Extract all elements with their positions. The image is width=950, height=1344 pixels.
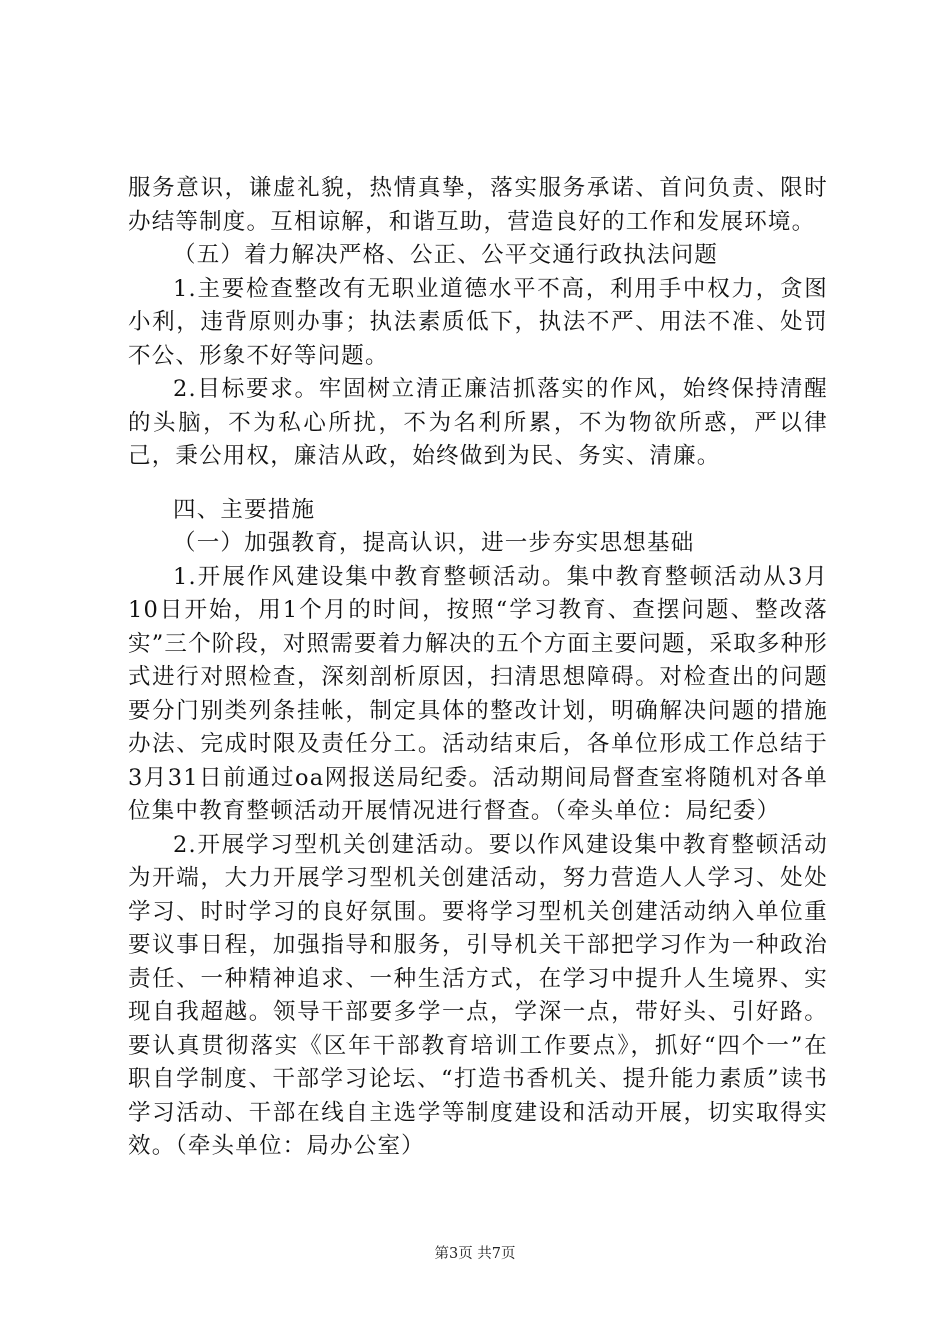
section-heading-five: （五）着力解决严格、公正、公平交通行政执法问题 [173, 242, 719, 268]
paragraph-gap [128, 474, 828, 494]
section-heading-one: （一）加强教育，提高认识，进一步夯实思想基础 [173, 530, 695, 556]
chapter-heading-measures: 四、主要措施 [173, 496, 316, 523]
paragraph-item-2: 2.目标要求。牢固树立清正廉洁抓落实的作风，始终保持清醒的头脑，不为私心所扰，不为名利所累，不为物欲所惑，严以律己，秉公用权，廉洁从政，始终做到为民、务实、清廉。 [128, 376, 828, 469]
paragraph-measure-1: 1.开展作风建设集中教育整顿活动。集中教育整顿活动从3月10日开始，用1个月的时间，按照“学习教育、查摆问题、整改落实”三个阶段，对照需要着力解决的五个方面主要问题，采取多种形式进行对照检查，深刻剖析原因，扫清思想障碍。对检查出的问题要分门别类列条挂帐，制定具体的整改计划，明确解决问题的措施办法、完成时限及责任分工。活动结束后，各单位形成工作总结于3月31日前通过oa网报送局纪委。活动期间局督查室将随机对各单位集中教育整顿活动开展情况进行督查。（牵头单位：局纪委） [128, 563, 829, 824]
page-footer: 第3页 共7页 [434, 1246, 516, 1262]
paragraph-measure-2: 2.开展学习型机关创建活动。要以作风建设集中教育整顿活动为开端，大力开展学习型机关创建活动，努力营造人人学习、处处学习、时时学习的良好氛围。要将学习型机关创建活动纳入单位重要议事日程，加强指导和服务，引导机关干部把学习作为一种政治责任、一种精神追求、一种生活方式，在学习中提升人生境界、实现自我超越。领导干部要多学一点，学深一点，带好头、引好路。要认真贯彻落实《区年干部教育培训工作要点》，抓好“四个一”在职自学制度、干部学习论坛、“打造书香机关、提升能力素质”读书学习活动、干部在线自主选学等制度建设和活动开展，切实取得实效。（牵头单位：局办公室） [128, 831, 828, 1159]
paragraph-continuation: 服务意识，谦虚礼貌，热情真挚，落实服务承诺、首问负责、限时办结等制度。互相谅解，和谐互助，营造良好的工作和发展环境。 [128, 175, 828, 235]
paragraph-item-1: 1.主要检查整改有无职业道德水平不高，利用手中权力，贪图小利，违背原则办事；执法素质低下，执法不严、用法不准、处罚不公、形象不好等问题。 [128, 275, 828, 369]
document-body [128, 172, 828, 1164]
